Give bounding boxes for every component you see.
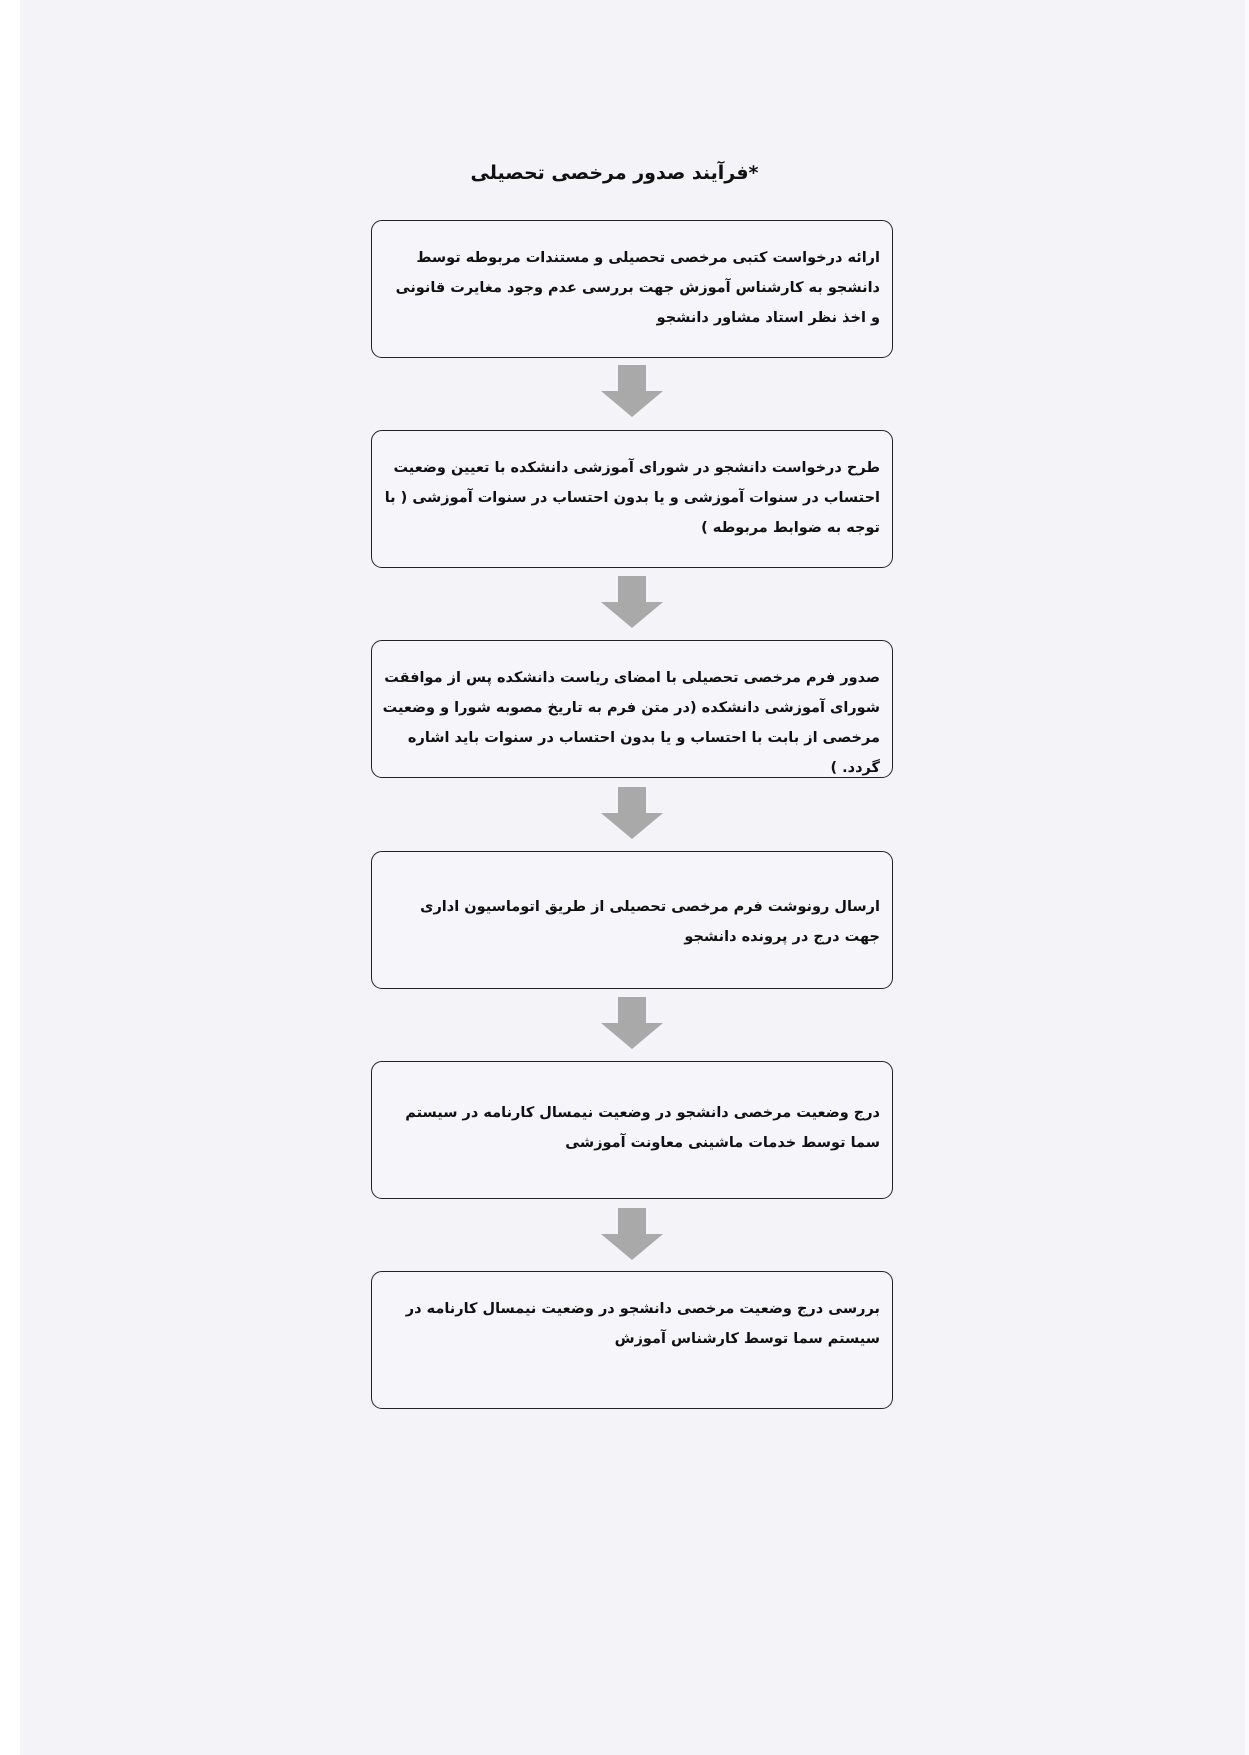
flow-step-4	[371, 851, 893, 989]
flow-step-2	[371, 430, 893, 568]
flow-step-6	[371, 1271, 893, 1409]
scan-margin-left	[0, 0, 20, 1755]
page-title-text: *فرآیند صدور مرخصی تحصیلی	[470, 162, 759, 184]
flow-step-5	[371, 1061, 893, 1199]
flow-step-2-text: طرح درخواست دانشجو در شورای آموزشی دانشکده با تعیین وضعیت احتساب در سنوات آموزشی و یا بدون احتساب در سنوات آموزشی ( با توجه به ضوابط مربوطه )	[384, 460, 880, 536]
scan-margin-right	[1245, 0, 1249, 1755]
page-title	[0, 162, 1249, 184]
down-arrow-icon	[601, 576, 663, 628]
down-arrow-icon	[601, 997, 663, 1049]
flow-step-1-text: ارائه درخواست کتبی مرخصی تحصیلی و مستندات مربوطه توسط دانشجو به کارشناس آموزش جهت بررسی عدم وجود مغایرت قانونی و اخذ نظر استاد مشاور دانشجو	[395, 250, 880, 326]
flow-step-3-text: صدور فرم مرخصی تحصیلی با امضای ریاست دانشکده پس از موافقت شورای آموزشی دانشکده (در متن فرم به تاریخ مصوبه شورا و وضعیت مرخصی از بابت با احتساب و یا بدون احتساب در سنوات باید اشاره گردد. )	[382, 670, 880, 776]
flow-step-5-text: درج وضعیت مرخصی دانشجو در وضعیت نیمسال کارنامه در سیستم سما توسط خدمات ماشینی معاونت آموزشی	[405, 1105, 880, 1151]
down-arrow-icon	[601, 1208, 663, 1260]
flow-step-1	[371, 220, 893, 358]
flow-step-4-text: ارسال رونوشت فرم مرخصی تحصیلی از طریق اتوماسیون اداری جهت درج در پرونده دانشجو	[420, 899, 880, 945]
down-arrow-icon	[601, 365, 663, 417]
flow-step-6-text: بررسی درج وضعیت مرخصی دانشجو در وضعیت نیمسال کارنامه در سیستم سما توسط کارشناس آموزش	[405, 1301, 880, 1347]
flow-step-3	[371, 640, 893, 778]
down-arrow-icon	[601, 787, 663, 839]
